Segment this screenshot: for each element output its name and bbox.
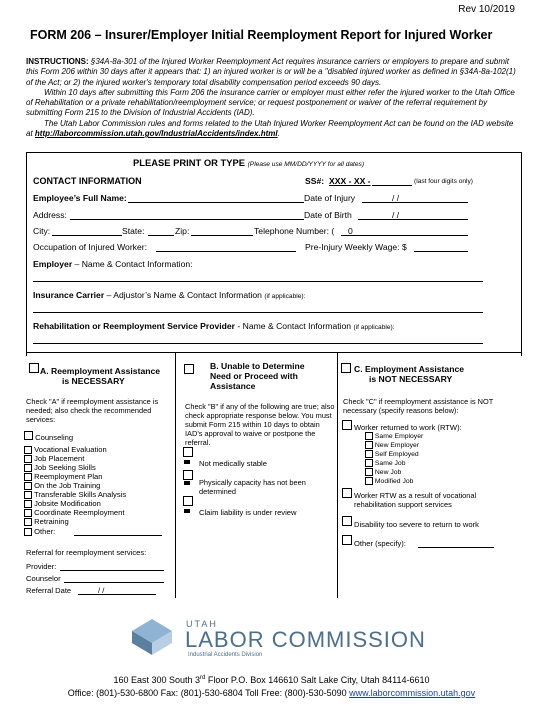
divider-b-c <box>337 352 338 598</box>
vocational-rtw-label: Worker RTW as a result of vocational rehabilitation support services <box>354 491 477 509</box>
section-c-description: Check "C" if reemployment assistance is NOT necessary (specify reasons below): <box>343 397 494 415</box>
print-heading <box>133 157 364 168</box>
rtw-option-label: Same Employer <box>374 432 424 440</box>
employee-name-label: Employee’s Full Name: <box>33 193 127 203</box>
rehab-bold: Rehabilitation or Reemployment Service Provider <box>33 321 236 331</box>
rtw-same-employer[interactable] <box>365 432 423 440</box>
instructions-period: . <box>277 129 280 139</box>
checkbox-icon[interactable] <box>24 509 32 517</box>
footer-address-end: Floor P.O. Box 146610 Salt Lake City, Utah 84114-6610 <box>205 675 430 685</box>
rtw-same-job[interactable] <box>365 459 406 467</box>
occupation-field[interactable] <box>156 251 296 252</box>
rehab-rest: - Name & Contact Information <box>235 321 352 331</box>
rtw-option-label: Same Job <box>374 459 406 467</box>
rehab-provider-label <box>33 321 395 331</box>
footer-phones: Office: (801)-530-6800 Fax: (801)-530-6804 Toll Free: (800)-530-5090 <box>67 688 350 698</box>
service-label: Jobsite Modification <box>34 499 101 508</box>
service-coordinate-reemployment[interactable] <box>24 508 124 517</box>
checkbox-icon[interactable] <box>24 473 32 481</box>
disability-checkbox[interactable] <box>342 516 352 526</box>
logo-utah: UTAH <box>186 619 218 629</box>
logo-division: Industrial Accidents Division <box>188 652 263 658</box>
state-field[interactable] <box>148 235 174 236</box>
date-of-injury-label: Date of Injury <box>304 193 356 203</box>
labor-commission-logo-icon <box>130 617 174 657</box>
date-of-birth-slashes: / / <box>392 210 400 220</box>
checkbox-icon[interactable] <box>24 491 32 499</box>
footer-address-start: 160 East 300 South 3 <box>113 675 201 685</box>
instructions-p2: Within 10 days after submitting this Form 206 the insurance carrier or employer must either refer the injured worker to the Utah Office of Rehabilitation or a private rehabilitation/reemployment service; or request postponement or waiver of the referral requirement by submitting Form 215 to the Division of Industrial Accidents (IAD). <box>26 87 515 118</box>
service-label: Job Placement <box>34 454 85 463</box>
checkbox-icon[interactable] <box>24 482 32 490</box>
section-c-title-1: C. Employment Assistance <box>354 364 465 374</box>
carrier-note: (if applicable): <box>264 293 306 300</box>
section-a-checkbox[interactable] <box>29 363 39 373</box>
service-job-seeking-skills[interactable] <box>24 463 96 472</box>
instructions-label: INSTRUCTIONS: <box>26 57 89 66</box>
ss-last-four-field[interactable] <box>372 185 412 186</box>
other-specify-field[interactable] <box>418 547 494 548</box>
other-specify-label: Other (specify): <box>354 539 406 548</box>
contact-info-heading: CONTACT INFORMATION <box>33 176 142 186</box>
rtw-option-label: New Job <box>374 468 402 476</box>
date-of-injury-field[interactable] <box>362 202 468 203</box>
option-marker-icon <box>184 509 190 513</box>
rtw-checkbox[interactable] <box>342 420 352 430</box>
vocational-rtw-checkbox[interactable] <box>342 488 352 498</box>
zip-label: Zip: <box>175 226 190 236</box>
rehab-provider-field[interactable] <box>33 343 483 344</box>
service-label: Counseling <box>35 433 74 442</box>
date-of-birth-label: Date of Birth <box>304 210 352 220</box>
service-vocational-evaluation[interactable] <box>24 445 107 454</box>
service-label: Transferable Skills Analysis <box>33 490 127 499</box>
referral-date-label: Referral Date <box>26 586 72 595</box>
service-label: Other: <box>34 527 56 536</box>
checkbox-icon[interactable] <box>365 468 373 476</box>
rtw-self-employed[interactable] <box>365 450 419 458</box>
city-label: City: <box>33 226 51 236</box>
checkbox-icon[interactable] <box>365 450 373 458</box>
referral-label: Referral for reemployment services: <box>26 548 147 557</box>
service-label: Job Seeking Skills <box>34 463 96 472</box>
telephone-label: Telephone Number: ( <box>254 226 335 236</box>
service-label: Reemployment Plan <box>34 472 103 481</box>
service-label: Coordinate Reemployment <box>34 508 125 517</box>
carrier-label <box>33 290 305 300</box>
date-of-injury-slashes: / / <box>392 193 400 203</box>
ss-label: SS#: <box>305 176 325 186</box>
footer-address <box>0 675 543 685</box>
service-retraining[interactable] <box>24 517 69 526</box>
ss-note: (last four digits only) <box>414 178 473 185</box>
service-transferable-skills[interactable] <box>24 490 126 499</box>
employer-label <box>33 259 193 269</box>
checkbox-icon[interactable] <box>24 518 32 526</box>
checkbox-icon[interactable] <box>24 455 32 463</box>
checkbox-icon[interactable] <box>24 464 32 472</box>
pre-injury-wage-label: Pre-Injury Weekly Wage: $ <box>305 242 407 252</box>
rtw-option-label: Self Employed <box>374 450 419 458</box>
counselor-label: Counselor <box>26 574 61 583</box>
pre-injury-wage-field[interactable] <box>414 251 468 252</box>
employer-rest: – Name & Contact Information: <box>72 259 193 269</box>
option-marker-icon <box>184 481 190 485</box>
instructions <box>26 57 518 139</box>
service-label: Retraining <box>34 517 69 526</box>
checkbox-icon[interactable] <box>365 432 373 440</box>
iad-website-link[interactable]: http://laborcommission.utah.gov/IndustrialAccidents/index.html <box>34 129 278 139</box>
employee-name-field[interactable] <box>128 202 304 203</box>
checkbox-icon[interactable] <box>24 431 33 440</box>
city-field[interactable] <box>52 235 122 236</box>
form-title: FORM 206 – Insurer/Employer Initial Reemployment Report for Injured Worker <box>30 28 493 42</box>
option-claim-liability: Claim liability is under review <box>199 508 297 517</box>
section-c-title-2: is NOT NECESSARY <box>369 374 453 384</box>
divider-a-b <box>175 352 176 598</box>
telephone-zero: 0 <box>348 226 353 236</box>
checkbox-icon[interactable] <box>365 459 373 467</box>
employer-field[interactable] <box>33 281 483 282</box>
carrier-field[interactable] <box>33 312 483 313</box>
provider-label: Provider: <box>26 562 57 571</box>
option-capacity-not-determined: Physically capacity has not been determined <box>199 478 306 496</box>
counselor-field[interactable] <box>64 582 164 583</box>
rtw-new-employer[interactable] <box>365 441 419 449</box>
occupation-label: Occupation of Injured Worker: <box>33 242 148 252</box>
section-a-title-2: is NECESSARY <box>62 376 125 386</box>
footer-website-link[interactable]: www.laborcommission.utah.gov <box>349 688 476 698</box>
date-of-birth-field[interactable] <box>358 219 468 220</box>
footer-address-sup: rd <box>200 675 206 681</box>
service-counseling[interactable] <box>24 431 73 442</box>
option-claim-liability-checkbox[interactable] <box>183 496 193 506</box>
section-b-title-3: Assistance <box>210 381 256 391</box>
service-label: On the Job Training <box>34 481 101 490</box>
section-b-title-1: B. Unable to Determine <box>210 361 305 371</box>
carrier-rest: – Adjustor’s Name & Contact Information <box>104 290 262 300</box>
instructions-p3: The Utah Labor Commission rules and forms related to the Utah Injured Worker Reemployment Act can be found on the IAD website at <box>26 118 514 139</box>
checkbox-icon[interactable] <box>24 446 32 454</box>
service-label: Vocational Evaluation <box>34 445 107 454</box>
rtw-label: Worker returned to work (RTW): <box>354 423 462 432</box>
checkbox-icon[interactable] <box>365 441 373 449</box>
rtw-option-label: Modified Job <box>374 477 414 485</box>
section-b-title-2: Need or Proceed with <box>210 371 298 381</box>
footer-contact <box>0 688 543 698</box>
revision-date: Rev 10/2019 <box>458 4 515 15</box>
service-jobsite-modification[interactable] <box>24 499 101 508</box>
other-specify-checkbox[interactable] <box>342 535 352 545</box>
instructions-p1: §34A-8a-301 of the Injured Worker Reemployment Act requires insurance carriers or employers to prepare and submit this Form 206 within 30 days after it appears that: 1) an injured worker is or will be a "disabled injured worker as defined in §34A-8a-102(1) of the Act; or 2) the injured worker's temporary total disability compensation period exceeds 90 days. <box>26 57 516 87</box>
section-a-title-1: A. Reemployment Assistance <box>40 366 161 376</box>
logo-name: LABOR COMMISSION <box>185 627 426 652</box>
print-heading-text: PLEASE PRINT OR TYPE <box>133 157 245 168</box>
service-reemployment-plan[interactable] <box>24 472 103 481</box>
referral-date-slashes: / / <box>98 586 105 595</box>
service-job-placement[interactable] <box>24 454 84 463</box>
provider-field[interactable] <box>60 570 164 571</box>
section-b-description: Check "B" if any of the following are true; also check appropriate response below. You must submit Form 215 within 10 days to obtain IAD's approval to waive or postpone the referral. <box>185 402 335 447</box>
section-b-checkbox[interactable] <box>184 364 194 374</box>
sections-top-rule <box>26 352 522 353</box>
referral-date-field[interactable] <box>78 594 156 595</box>
telephone-field[interactable] <box>355 235 468 236</box>
section-a-description: Check "A" if reemployment assistance is needed; also check the recommended services: <box>26 397 159 424</box>
checkbox-icon[interactable] <box>24 500 32 508</box>
disability-label: Disability too severe to return to work <box>354 520 479 529</box>
service-other-field[interactable] <box>74 535 162 536</box>
rehab-note: (if applicable): <box>353 324 395 331</box>
address-label: Address: <box>33 210 67 220</box>
option-marker-icon <box>184 460 190 464</box>
service-other[interactable] <box>24 527 55 536</box>
print-note: (Please use MM/DD/YYYY for all dates) <box>247 161 365 168</box>
checkbox-icon[interactable] <box>24 528 32 536</box>
service-on-the-job-training[interactable] <box>24 481 100 490</box>
carrier-bold: Insurance Carrier <box>33 290 105 300</box>
option-capacity-checkbox[interactable] <box>183 470 193 480</box>
rtw-option-label: New Employer <box>374 441 420 449</box>
zip-field[interactable] <box>191 235 253 236</box>
ss-masked-value: XXX - XX - <box>329 176 371 186</box>
section-c-checkbox[interactable] <box>341 363 351 373</box>
checkbox-icon[interactable] <box>365 477 373 485</box>
rtw-modified-job[interactable] <box>365 477 413 485</box>
option-not-medically-stable-checkbox[interactable] <box>183 447 193 457</box>
rtw-new-job[interactable] <box>365 468 401 476</box>
employer-bold: Employer <box>33 259 73 269</box>
address-field[interactable] <box>70 219 304 220</box>
option-not-medically-stable: Not medically stable <box>199 459 267 468</box>
state-label: State: <box>122 226 145 236</box>
